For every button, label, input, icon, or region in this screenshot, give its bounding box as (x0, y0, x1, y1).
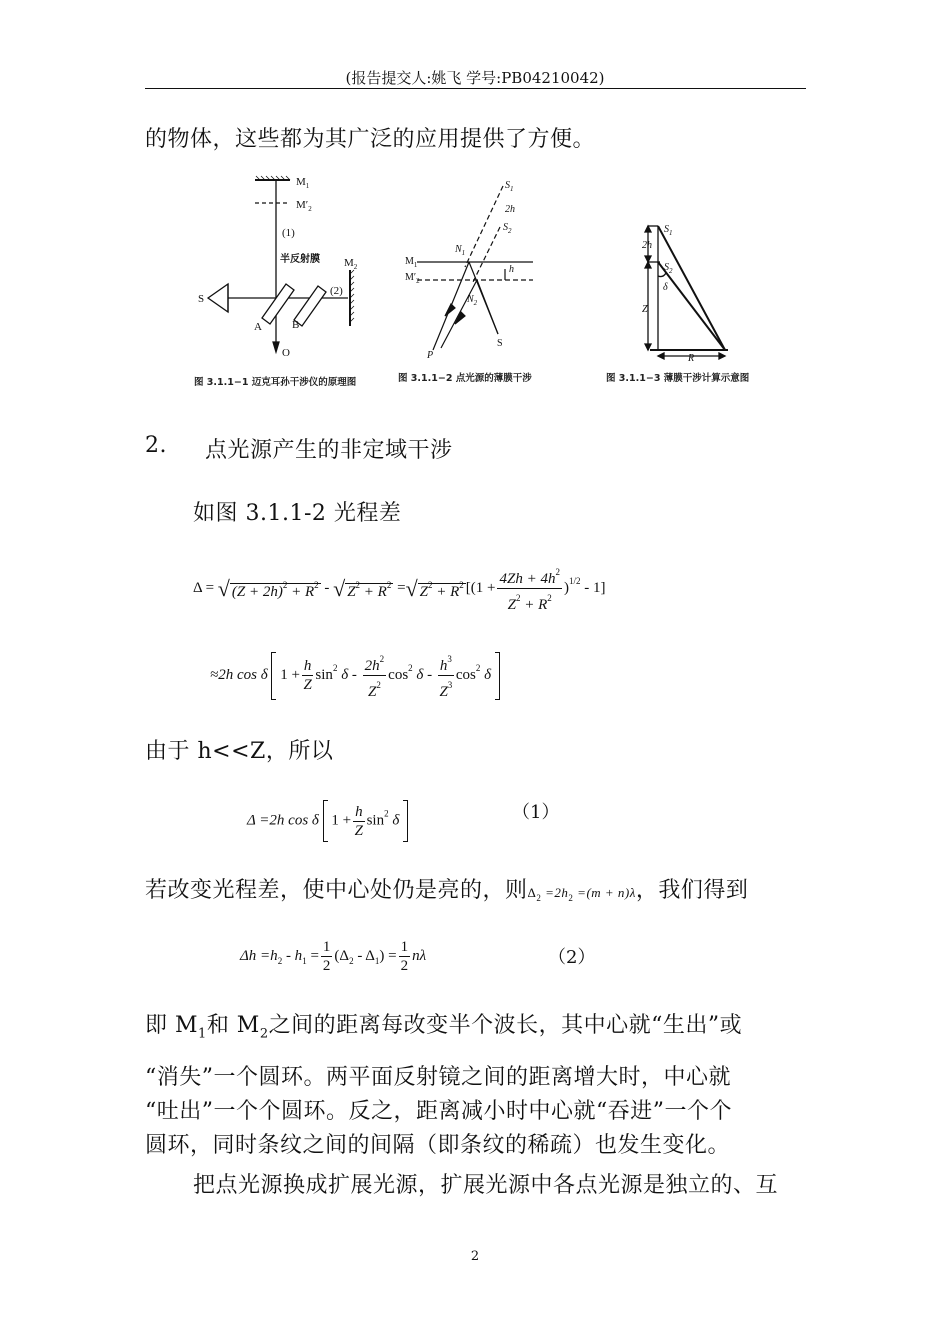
fig1-label-path1: (1) (282, 227, 295, 239)
body-line-2: “消失”一个圆环。两平面反射镜之间的距离增大时，中心就 (145, 1065, 731, 1090)
fig1-label-path2: (2) (330, 285, 343, 297)
fig2-label-p: P (427, 350, 434, 361)
fig2-label-s1: $S_1$ (505, 180, 514, 193)
equation-approximation: ≈2h cos δ 1 + $\frac{h}{Z}$ $\sin^2 \delta$ - $\frac{2h^2}{Z^2}$ $\cos^2 \delta$ - $\frac{h^3}{Z^3}$ $\cos^2 \delta$ (210, 650, 500, 701)
section-2-number: 2. (145, 433, 167, 458)
fig3-label-z: Z (642, 304, 648, 315)
page-number: 2 (470, 1249, 480, 1264)
fig2-label-s: S (497, 338, 503, 349)
fig1-label-film: 半反射膜 (280, 254, 320, 265)
figure-2-caption: 图 3.1.1−2 点光源的薄膜干涉 (398, 373, 532, 384)
fig1-label-o: O (282, 347, 290, 359)
since-line: 由于 h<<Z，所以 (145, 739, 334, 764)
figure-3-caption: 图 3.1.1−3 薄膜干涉计算示意图 (606, 373, 750, 384)
body-line-3: “吐出”一个个圆环。反之，距离减小时中心就“吞进”一个个 (145, 1099, 732, 1124)
fig2-label-h: h (509, 264, 514, 275)
fig1-label-m2p: $M'_2$ (296, 199, 312, 213)
equation-1-number: （1） (512, 802, 560, 823)
equation-path-difference: Δ = √ $(Z + 2h)^2 + R^2$ - √ $Z^2 + R^2$ =√ $Z^2 + R^2$ [(1 + $\frac{4Zh + 4h^2}{Z^2 + R^2}$ )$^{1/2}$ - 1] (193, 563, 605, 614)
fig1-label-b: B (292, 319, 300, 331)
page-header: (报告提交人:姚飞 学号:PB04210042) (345, 69, 605, 87)
change-line: 若改变光程差，使中心处仍是亮的，则$\Delta_2 =2h_2 =(m + n)\lambda$，我们得到 (145, 878, 749, 903)
header-rule (145, 88, 806, 89)
fig1-label-s: S (198, 293, 205, 305)
body-line-4: 圆环，同时条纹之间的间隔（即条纹的稀疏）也发生变化。 (145, 1133, 731, 1158)
fig2-label-s2: $S_2$ (503, 222, 512, 235)
fig2-label-m1: $M_1$ (405, 256, 418, 269)
fig3-label-2h: 2h (642, 240, 652, 251)
fig3-label-r: R (688, 353, 695, 363)
equation-2-number: （2） (548, 947, 596, 968)
figure-thin-film (405, 172, 565, 367)
section-2-title: 点光源产生的非定域干涉 (205, 438, 453, 463)
fig2-label-2h: 2h (505, 204, 515, 215)
lead-line: 如图 3.1.1-2 光程差 (193, 501, 402, 526)
figure-michelson (190, 170, 390, 365)
fig3-label-s2: $S_2$ (664, 262, 673, 275)
fig3-label-delta: δ (663, 282, 668, 293)
body-line-1: 即 $M_1$和 $M_2$之间的距离每改变半个波长，其中心就“生出”或 (145, 1013, 743, 1042)
figure-1-caption: 图 3.1.1−1 迈克耳孙干涉仪的原理图 (194, 377, 357, 388)
figure-calc (630, 218, 750, 363)
fig1-label-m2: $M_2$ (344, 257, 358, 271)
equation-1: Δ =2h cos δ 1 + $\frac{h}{Z}$ $\sin^2 \delta$ (247, 800, 408, 842)
fig1-label-a: A (254, 321, 262, 333)
fig1-label-m1: $M_1$ (296, 176, 310, 190)
intro-line: 的物体，这些都为其广泛的应用提供了方便。 (145, 127, 596, 152)
body-line-5: 把点光源换成扩展光源，扩展光源中各点光源是独立的、互 (193, 1173, 779, 1198)
fig3-label-s1: $S_1$ (664, 224, 673, 237)
fig2-label-n2: $N_2$ (467, 294, 478, 307)
fig2-label-n1: $N_1$ (455, 244, 466, 257)
fig2-label-m2p: $M'_2$ (405, 272, 420, 285)
equation-2: $\Delta h =h_2 - h_1$ = $\frac{1}{2}$ $(\Delta_2 - \Delta_1)$ = $\frac{1}{2}$ nλ (240, 939, 427, 974)
